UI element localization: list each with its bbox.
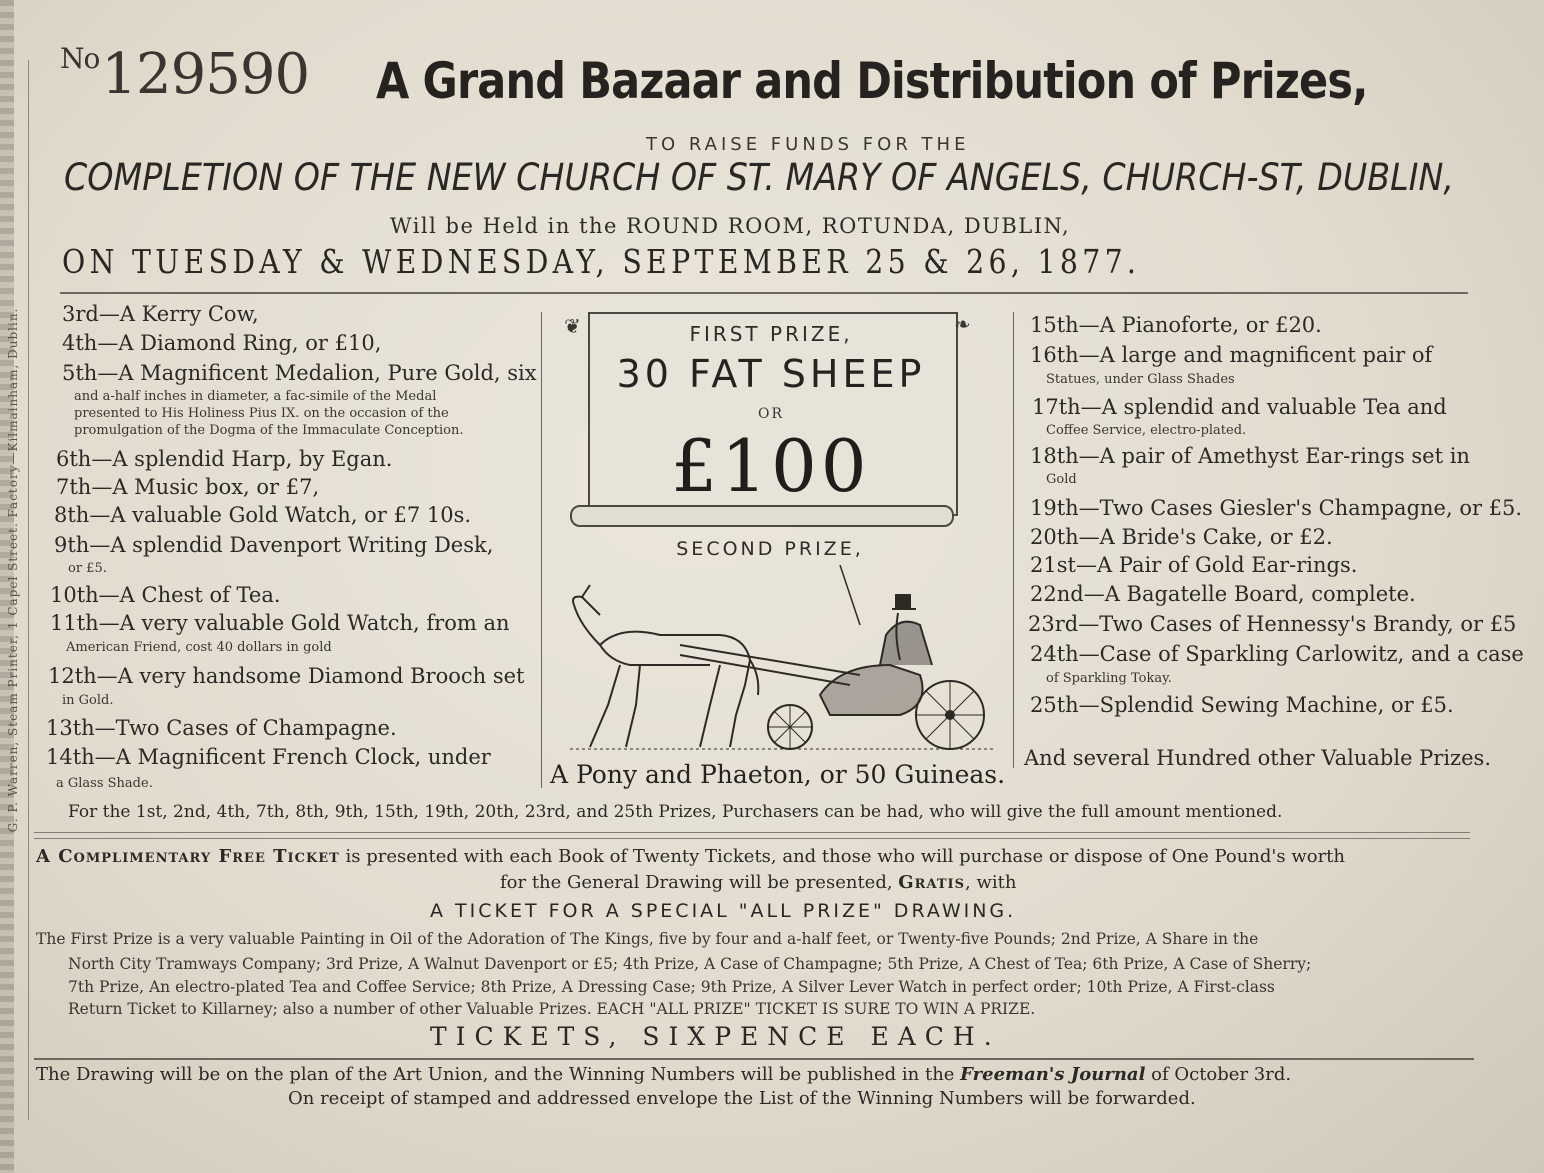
comp-line2-b: , with <box>965 872 1017 893</box>
prize-21: 21st—A Pair of Gold Ear-rings. <box>1030 553 1358 577</box>
serial-value: 129590 <box>101 42 310 107</box>
prize-14: 14th—A Magnificent French Clock, under <box>46 745 491 769</box>
footer-divider-3 <box>34 1058 1474 1060</box>
comp-line2-a: for the General Drawing will be presented, <box>500 872 899 893</box>
all-prize-detail-3: 7th Prize, An electro-plated Tea and Coffee Service; 8th Prize, A Dressing Case; 9th Prize, A Silver Lever Watch in perfect order; 10th Prize, A First-class <box>68 978 1275 996</box>
prize-5: 5th—A Magnificent Medalion, Pure Gold, six <box>62 361 537 385</box>
footer-divider-1 <box>34 832 1470 833</box>
horse-and-phaeton-engraving-icon <box>560 565 1000 755</box>
venue-line: Will be Held in the ROUND ROOM, ROTUNDA, DUBLIN, <box>390 214 1071 238</box>
prize-16: 16th—A large and magnificent pair of <box>1030 343 1433 367</box>
prize-5-detail-1: and a-half inches in diameter, a fac-simile of the Medal <box>74 389 437 404</box>
prize-9: 9th—A splendid Davenport Writing Desk, <box>54 533 494 557</box>
journal-name: Freeman's Journal <box>960 1064 1146 1085</box>
all-prize-detail-4: Return Ticket to Killarney; also a number of other Valuable Prizes. EACH "ALL PRIZE" TICKET IS SURE TO WIN A PRIZE. <box>68 1000 1036 1018</box>
prize-13: 13th—Two Cases of Champagne. <box>46 716 397 740</box>
complimentary-line-2 <box>500 872 1016 893</box>
scroll-roll <box>570 505 954 527</box>
ticket-price: TICKETS, SIXPENCE EACH. <box>430 1022 1001 1051</box>
prize-11: 11th—A very valuable Gold Watch, from an <box>50 611 510 635</box>
complimentary-ticket-notice <box>36 846 1345 867</box>
prize-3: 3rd—A Kerry Cow, <box>62 302 259 326</box>
prize-18: 18th—A pair of Amethyst Ear-rings set in <box>1030 444 1470 468</box>
prize-11-detail: American Friend, cost 40 dollars in gold <box>66 640 332 655</box>
page-title: A Grand Bazaar and Distribution of Prizes, <box>376 52 1368 110</box>
prize-18-detail: Gold <box>1046 472 1077 487</box>
all-prize-detail-1: The First Prize is a very valuable Painting in Oil of the Adoration of The Kings, five by four and a-half feet, or Twenty-five Pounds; 2nd Prize, A Share in the <box>36 930 1259 948</box>
all-prize-detail-2: North City Tramways Company; 3rd Prize, A Walnut Davenport or £5; 4th Prize, A Case of Champagne; 5th Prize, A Chest of Tea; 6th Prize, A Case of Sherry; <box>68 955 1312 973</box>
event-dates: ON TUESDAY & WEDNESDAY, SEPTEMBER 25 & 26, 1877. <box>62 242 1141 281</box>
printer-imprint: G. P. Warren, Steam Printer, 1 Capel Street. Factory—Kilmainham, Dublin. <box>6 307 20 833</box>
prize-9-detail: or £5. <box>68 561 107 576</box>
left-column-rule <box>541 312 542 788</box>
purpose-line: COMPLETION OF THE NEW CHURCH OF ST. MARY OF ANGELS, CHURCH-ST, DUBLIN, <box>64 156 1454 199</box>
scroll-ornament-icon: ❦ <box>564 314 581 338</box>
footer-divider-2 <box>34 838 1470 839</box>
prize-5-detail-3: promulgation of the Dogma of the Immaculate Conception. <box>74 423 464 438</box>
complimentary-lead: A Complimentary Free Ticket <box>36 846 340 867</box>
prize-24-detail: of Sparkling Tokay. <box>1046 671 1172 686</box>
prize-22: 22nd—A Bagatelle Board, complete. <box>1030 582 1416 606</box>
prize-14-detail: a Glass Shade. <box>56 776 153 791</box>
purchasers-notice: For the 1st, 2nd, 4th, 7th, 8th, 9th, 15th, 19th, 20th, 23rd, and 25th Prizes, Purchasers can be had, who will give the full amount mentioned. <box>68 802 1283 822</box>
right-column-rule <box>1013 312 1014 768</box>
prize-19: 19th—Two Cases Giesler's Champagne, or £5. <box>1030 496 1523 520</box>
header-divider <box>60 292 1468 294</box>
receipt-notice: On receipt of stamped and addressed envelope the List of the Winning Numbers will be forwarded. <box>288 1088 1196 1109</box>
prize-25: 25th—Splendid Sewing Machine, or £5. <box>1030 693 1454 717</box>
prize-6: 6th—A splendid Harp, by Egan. <box>56 447 393 471</box>
first-prize-cash: £100 <box>671 424 871 508</box>
second-prize-item: A Pony and Phaeton, or 50 Guineas. <box>550 760 1006 789</box>
prize-8: 8th—A valuable Gold Watch, or £7 10s. <box>54 503 472 527</box>
first-prize-label: FIRST PRIZE, <box>689 322 853 346</box>
drawing-text-a: The Drawing will be on the plan of the Art Union, and the Winning Numbers will be published in the <box>36 1064 961 1085</box>
drawing-notice <box>36 1064 1291 1085</box>
special-drawing-heading: A TICKET FOR A SPECIAL "ALL PRIZE" DRAWING. <box>430 900 1017 922</box>
prize-24: 24th—Case of Sparkling Carlowitz, and a case <box>1030 642 1524 666</box>
second-prize-label: SECOND PRIZE, <box>676 538 864 560</box>
left-border-rule <box>28 60 29 1120</box>
subtitle-raise-funds: TO RAISE FUNDS FOR THE <box>646 134 970 155</box>
drawing-text-b: of October 3rd. <box>1145 1064 1292 1085</box>
prize-15: 15th—A Pianoforte, or £20. <box>1030 313 1322 337</box>
prize-23: 23rd—Two Cases of Hennessy's Brandy, or £5 <box>1028 612 1517 636</box>
prize-16-detail: Statues, under Glass Shades <box>1046 372 1235 387</box>
scroll-ornament-icon: ❧ <box>954 312 971 336</box>
prize-5-detail-2: presented to His Holiness Pius IX. on the occasion of the <box>74 406 449 421</box>
prize-20: 20th—A Bride's Cake, or £2. <box>1030 525 1333 549</box>
prize-4: 4th—A Diamond Ring, or £10, <box>62 331 382 355</box>
comp-gratis: Gratis <box>898 872 965 893</box>
complimentary-rest: is presented with each Book of Twenty Tickets, and those who will purchase or dispose of One Pound's worth <box>339 846 1345 867</box>
prize-10: 10th—A Chest of Tea. <box>50 583 281 607</box>
prize-12: 12th—A very handsome Diamond Brooch set <box>48 664 525 688</box>
serial-number <box>60 42 309 107</box>
prize-7: 7th—A Music box, or £7, <box>56 475 320 499</box>
prize-17: 17th—A splendid and valuable Tea and <box>1032 395 1447 419</box>
first-prize-item: 30 FAT SHEEP <box>616 352 926 396</box>
prize-12-detail: in Gold. <box>62 693 114 708</box>
first-prize-or: OR <box>757 406 785 422</box>
serial-prefix: No <box>60 42 100 75</box>
other-prizes: And several Hundred other Valuable Prizes. <box>1024 746 1492 770</box>
prize-17-detail: Coffee Service, electro-plated. <box>1046 423 1247 438</box>
